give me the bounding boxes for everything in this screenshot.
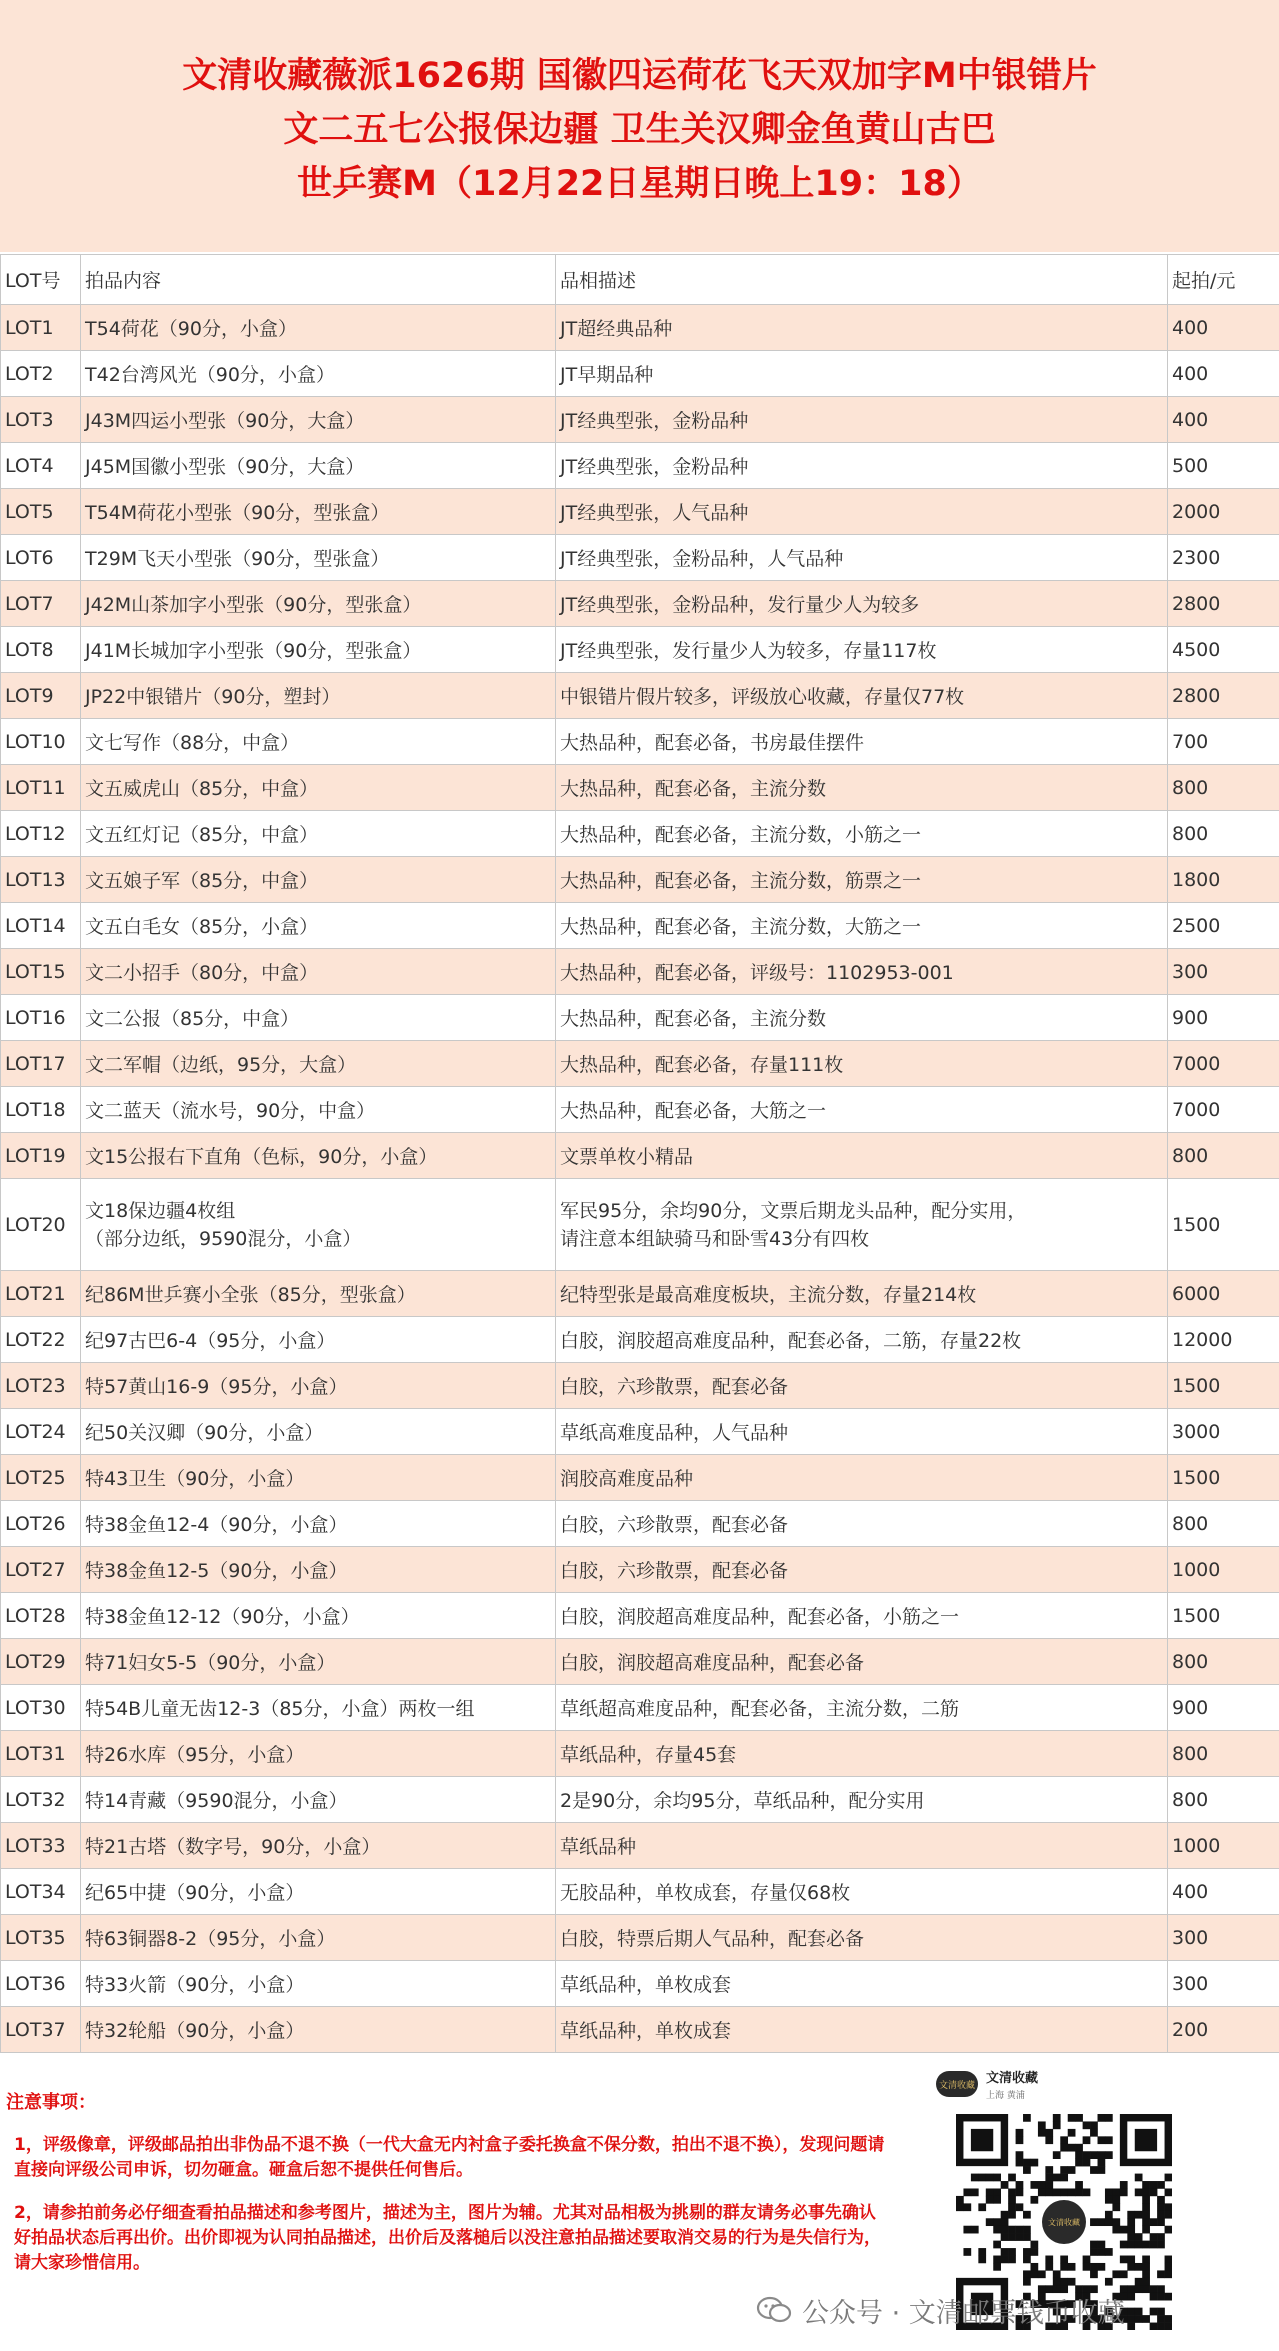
- item-content-cell: T54荷花（90分，小盒）: [81, 305, 556, 351]
- lot-number-cell: LOT18: [1, 1087, 81, 1133]
- qr-brand-row: [936, 2060, 1182, 2108]
- start-price-cell: 400: [1168, 351, 1279, 397]
- lot-number-cell: LOT6: [1, 535, 81, 581]
- notice-section: [6, 2090, 886, 2294]
- condition-cell: JT经典型张，人气品种: [556, 489, 1168, 535]
- lot-number-cell: LOT3: [1, 397, 81, 443]
- item-content-cell: 文五白毛女（85分，小盒）: [81, 903, 556, 949]
- item-content-cell: 特14青藏（9590混分，小盒）: [81, 1777, 556, 1823]
- table-row: [1, 1639, 1279, 1685]
- item-content-cell: T42台湾风光（90分，小盒）: [81, 351, 556, 397]
- lot-number-cell: LOT12: [1, 811, 81, 857]
- lot-number-cell: LOT33: [1, 1823, 81, 1869]
- table-row: [1, 1271, 1279, 1317]
- item-content-cell: [81, 1179, 556, 1271]
- lot-number-cell: LOT25: [1, 1455, 81, 1501]
- start-price-cell: 800: [1168, 1731, 1279, 1777]
- condition-cell: 大热品种，配套必备，评级号：1102953-001: [556, 949, 1168, 995]
- table-row: [1, 305, 1279, 351]
- start-price-cell: 2500: [1168, 903, 1279, 949]
- table-row: [1, 1179, 1279, 1271]
- lot-number-cell: LOT22: [1, 1317, 81, 1363]
- item-content-cell: 文二蓝天（流水号，90分，中盒）: [81, 1087, 556, 1133]
- lot-number-cell: LOT21: [1, 1271, 81, 1317]
- condition-cell: 大热品种，配套必备，主流分数: [556, 995, 1168, 1041]
- condition-cell: 纪特型张是最高难度板块，主流分数，存量214枚: [556, 1271, 1168, 1317]
- start-price-cell: 2800: [1168, 581, 1279, 627]
- item-content-cell: J43M四运小型张（90分，大盒）: [81, 397, 556, 443]
- condition-cell: 大热品种，配套必备，主流分数，大筋之一: [556, 903, 1168, 949]
- start-price-cell: 6000: [1168, 1271, 1279, 1317]
- start-price-cell: 1800: [1168, 857, 1279, 903]
- lot-number-cell: LOT31: [1, 1731, 81, 1777]
- condition-cell: 白胶，润胶超高难度品种，配套必备，小筋之一: [556, 1593, 1168, 1639]
- condition-cell: 白胶，润胶超高难度品种，配套必备，二筋，存量22枚: [556, 1317, 1168, 1363]
- condition-cell: 大热品种，配套必备，存量111枚: [556, 1041, 1168, 1087]
- title-line-2: 文二五七公报保边疆 卫生关汉卿金鱼黄山古巴: [283, 110, 996, 150]
- table-row: [1, 489, 1279, 535]
- item-content-cell: 文二小招手（80分，中盒）: [81, 949, 556, 995]
- start-price-cell: 2300: [1168, 535, 1279, 581]
- item-content-cell: 文五红灯记（85分，中盒）: [81, 811, 556, 857]
- condition-cell: JT早期品种: [556, 351, 1168, 397]
- condition-cell: 白胶，六珍散票，配套必备: [556, 1547, 1168, 1593]
- lot-number-cell: LOT20: [1, 1179, 81, 1271]
- condition-cell: 白胶，润胶超高难度品种，配套必备: [556, 1639, 1168, 1685]
- start-price-cell: 3000: [1168, 1409, 1279, 1455]
- table-row: [1, 1685, 1279, 1731]
- table-row: [1, 1823, 1279, 1869]
- wechat-icon: [756, 2295, 792, 2325]
- table-row: [1, 1915, 1279, 1961]
- column-header-condition: 品相描述: [556, 255, 1168, 305]
- condition-cell: 大热品种，配套必备，主流分数: [556, 765, 1168, 811]
- lot-number-cell: LOT36: [1, 1961, 81, 2007]
- brand-name: 文清收藏: [986, 2071, 1039, 2086]
- condition-cell: 草纸高难度品种，人气品种: [556, 1409, 1168, 1455]
- item-content-cell: 特38金鱼12-12（90分，小盒）: [81, 1593, 556, 1639]
- condition-cell: 大热品种，配套必备，大筋之一: [556, 1087, 1168, 1133]
- lot-number-cell: LOT7: [1, 581, 81, 627]
- start-price-cell: 800: [1168, 765, 1279, 811]
- condition-cell: 草纸品种，单枚成套: [556, 2007, 1168, 2053]
- table-row: [1, 627, 1279, 673]
- item-content-cell: 文二公报（85分，中盒）: [81, 995, 556, 1041]
- item-content-cell: 特71妇女5-5（90分，小盒）: [81, 1639, 556, 1685]
- watermark-text: 公众号 · 文清邮票钱币收藏: [802, 2297, 1125, 2329]
- table-row: [1, 1547, 1279, 1593]
- condition-cell: 草纸品种: [556, 1823, 1168, 1869]
- table-row: [1, 1087, 1279, 1133]
- item-content-cell: 纪86M世乒赛小全张（85分，型张盒）: [81, 1271, 556, 1317]
- table-row: [1, 581, 1279, 627]
- lot-number-cell: LOT27: [1, 1547, 81, 1593]
- start-price-cell: 800: [1168, 1501, 1279, 1547]
- start-price-cell: 1000: [1168, 1823, 1279, 1869]
- start-price-cell: 400: [1168, 305, 1279, 351]
- lot-number-cell: LOT13: [1, 857, 81, 903]
- table-row: [1, 1501, 1279, 1547]
- start-price-cell: 900: [1168, 995, 1279, 1041]
- start-price-cell: 12000: [1168, 1317, 1279, 1363]
- lot-number-cell: LOT8: [1, 627, 81, 673]
- condition-cell: 白胶，六珍散票，配套必备: [556, 1363, 1168, 1409]
- qr-center-logo: 文清收藏: [1048, 2218, 1080, 2227]
- item-content-cell-line-1: 文18保边疆4枚组: [85, 1199, 236, 1222]
- table-row: [1, 397, 1279, 443]
- start-price-cell: 700: [1168, 719, 1279, 765]
- page-header: [0, 0, 1279, 252]
- brand-logo-icon: 文清收藏: [936, 2071, 978, 2097]
- table-row: [1, 1133, 1279, 1179]
- item-content-cell: 特43卫生（90分，小盒）: [81, 1455, 556, 1501]
- table-row: [1, 719, 1279, 765]
- table-row: [1, 903, 1279, 949]
- title-line-1: 文清收藏薇派1626期 国徽四运荷花飞天双加字M中银错片: [182, 56, 1097, 96]
- lot-number-cell: LOT15: [1, 949, 81, 995]
- item-content-cell: T29M飞天小型张（90分，型张盒）: [81, 535, 556, 581]
- auction-lot-table: [0, 254, 1279, 2053]
- start-price-cell: 2800: [1168, 673, 1279, 719]
- item-content-cell: 特38金鱼12-5（90分，小盒）: [81, 1547, 556, 1593]
- start-price-cell: 500: [1168, 443, 1279, 489]
- start-price-cell: 300: [1168, 1961, 1279, 2007]
- item-content-cell: 特38金鱼12-4（90分，小盒）: [81, 1501, 556, 1547]
- item-content-cell-line-2: （部分边纸，9590混分，小盒）: [85, 1227, 362, 1250]
- start-price-cell: 400: [1168, 1869, 1279, 1915]
- item-content-cell: J45M国徽小型张（90分，大盒）: [81, 443, 556, 489]
- condition-cell-line-2: 请注意本组缺骑马和卧雪43分有四枚: [560, 1227, 870, 1250]
- column-header-lot: LOT号: [1, 255, 81, 305]
- item-content-cell: 特33火箭（90分，小盒）: [81, 1961, 556, 2007]
- table-row: [1, 1777, 1279, 1823]
- item-content-cell: 文五威虎山（85分，中盒）: [81, 765, 556, 811]
- condition-cell: 草纸品种，存量45套: [556, 1731, 1168, 1777]
- lot-number-cell: LOT24: [1, 1409, 81, 1455]
- start-price-cell: 7000: [1168, 1087, 1279, 1133]
- lot-number-cell: LOT34: [1, 1869, 81, 1915]
- lot-number-cell: LOT30: [1, 1685, 81, 1731]
- condition-cell: JT经典型张，金粉品种: [556, 443, 1168, 489]
- item-content-cell: JP22中银错片（90分，塑封）: [81, 673, 556, 719]
- item-content-cell: 纪97古巴6-4（95分，小盒）: [81, 1317, 556, 1363]
- condition-cell-line-1: 军民95分，余均90分，文票后期龙头品种，配分实用，: [560, 1199, 1027, 1222]
- lot-number-cell: LOT16: [1, 995, 81, 1041]
- table-row: [1, 535, 1279, 581]
- condition-cell: 大热品种，配套必备，书房最佳摆件: [556, 719, 1168, 765]
- table-row: [1, 1455, 1279, 1501]
- table-row: [1, 949, 1279, 995]
- item-content-cell: T54M荷花小型张（90分，型张盒）: [81, 489, 556, 535]
- condition-cell: JT经典型张，金粉品种，人气品种: [556, 535, 1168, 581]
- lot-number-cell: LOT17: [1, 1041, 81, 1087]
- notice-title: 注意事项：: [6, 2092, 96, 2113]
- lot-number-cell: LOT11: [1, 765, 81, 811]
- item-content-cell: 特57黄山16-9（95分，小盒）: [81, 1363, 556, 1409]
- table-body: [1, 305, 1279, 2053]
- item-content-cell: J41M长城加字小型张（90分，型张盒）: [81, 627, 556, 673]
- condition-cell: 白胶，特票后期人气品种，配套必备: [556, 1915, 1168, 1961]
- start-price-cell: 1500: [1168, 1593, 1279, 1639]
- item-content-cell: 特21古塔（数字号，90分，小盒）: [81, 1823, 556, 1869]
- start-price-cell: 800: [1168, 811, 1279, 857]
- condition-cell: JT超经典品种: [556, 305, 1168, 351]
- lot-number-cell: LOT35: [1, 1915, 81, 1961]
- item-content-cell: 纪50关汉卿（90分，小盒）: [81, 1409, 556, 1455]
- lot-number-cell: LOT5: [1, 489, 81, 535]
- start-price-cell: 400: [1168, 397, 1279, 443]
- lot-number-cell: LOT2: [1, 351, 81, 397]
- table-row: [1, 995, 1279, 1041]
- lot-number-cell: LOT10: [1, 719, 81, 765]
- table-row: [1, 673, 1279, 719]
- condition-cell: JT经典型张，金粉品种，发行量少人为较多: [556, 581, 1168, 627]
- table-row: [1, 1041, 1279, 1087]
- lot-number-cell: LOT23: [1, 1363, 81, 1409]
- column-header-start-price: 起拍/元: [1168, 255, 1279, 305]
- start-price-cell: 900: [1168, 1685, 1279, 1731]
- item-content-cell: 特63铜器8-2（95分，小盒）: [81, 1915, 556, 1961]
- lot-number-cell: LOT19: [1, 1133, 81, 1179]
- condition-cell: 草纸品种，单枚成套: [556, 1961, 1168, 2007]
- table-row: [1, 1869, 1279, 1915]
- table-row: [1, 1961, 1279, 2007]
- item-content-cell: 特54B儿童无齿12-3（85分，小盒）两枚一组: [81, 1685, 556, 1731]
- item-content-cell: 文15公报右下直角（色标，90分，小盒）: [81, 1133, 556, 1179]
- condition-cell: 草纸超高难度品种，配套必备，主流分数，二筋: [556, 1685, 1168, 1731]
- table-header-row: [1, 255, 1279, 305]
- item-content-cell: 文七写作（88分，中盒）: [81, 719, 556, 765]
- condition-cell: 大热品种，配套必备，主流分数，小筋之一: [556, 811, 1168, 857]
- column-header-item: 拍品内容: [81, 255, 556, 305]
- condition-cell: JT经典型张，金粉品种: [556, 397, 1168, 443]
- start-price-cell: 1000: [1168, 1547, 1279, 1593]
- notice-item-1: 1，评级像章，评级邮品拍出非伪品不退不换（一代大盒无内衬盒子委托换盒不保分数，拍出不退不换），发现问题请直接向评级公司申诉，切勿砸盒。砸盒后恕不提供任何售后。: [14, 2135, 885, 2180]
- table-row: [1, 443, 1279, 489]
- start-price-cell: 800: [1168, 1639, 1279, 1685]
- lot-number-cell: LOT37: [1, 2007, 81, 2053]
- start-price-cell: 1500: [1168, 1455, 1279, 1501]
- start-price-cell: 800: [1168, 1133, 1279, 1179]
- lot-number-cell: LOT9: [1, 673, 81, 719]
- table-row: [1, 1363, 1279, 1409]
- wechat-watermark: [756, 2290, 1256, 2330]
- table-row: [1, 351, 1279, 397]
- condition-cell: 白胶，六珍散票，配套必备: [556, 1501, 1168, 1547]
- table-row: [1, 1593, 1279, 1639]
- start-price-cell: 800: [1168, 1777, 1279, 1823]
- start-price-cell: 4500: [1168, 627, 1279, 673]
- lot-number-cell: LOT29: [1, 1639, 81, 1685]
- lot-number-cell: LOT28: [1, 1593, 81, 1639]
- table-row: [1, 1409, 1279, 1455]
- condition-cell: 润胶高难度品种: [556, 1455, 1168, 1501]
- item-content-cell: 纪65中捷（90分，小盒）: [81, 1869, 556, 1915]
- item-content-cell: 特32轮船（90分，小盒）: [81, 2007, 556, 2053]
- lot-number-cell: LOT14: [1, 903, 81, 949]
- item-content-cell: 文二军帽（边纸，95分，大盒）: [81, 1041, 556, 1087]
- item-content-cell: 文五娘子军（85分，中盒）: [81, 857, 556, 903]
- lot-number-cell: LOT4: [1, 443, 81, 489]
- table-row: [1, 2007, 1279, 2053]
- item-content-cell: 特26水库（95分，小盒）: [81, 1731, 556, 1777]
- lot-number-cell: LOT1: [1, 305, 81, 351]
- table-row: [1, 857, 1279, 903]
- table-row: [1, 1317, 1279, 1363]
- condition-cell: 2是90分，余均95分，草纸品种，配分实用: [556, 1777, 1168, 1823]
- brand-location: 上海 黄浦: [986, 2091, 1025, 2101]
- notice-item-2: 2，请参拍前务必仔细查看拍品描述和参考图片，描述为主，图片为辅。尤其对品相极为挑剔的群友请务必事先确认好拍品状态后再出价。出价即视为认同拍品描述，出价后及落槌后以没注意拍品描述要取消交易的行为是失信行为，请大家珍惜信用。: [14, 2203, 881, 2273]
- condition-cell: [556, 1179, 1168, 1271]
- condition-cell: 文票单枚小精品: [556, 1133, 1168, 1179]
- start-price-cell: 2000: [1168, 489, 1279, 535]
- condition-cell: JT经典型张，发行量少人为较多，存量117枚: [556, 627, 1168, 673]
- qr-code-card: [936, 2060, 1182, 2280]
- condition-cell: 中银错片假片较多，评级放心收藏，存量仅77枚: [556, 673, 1168, 719]
- table-row: [1, 765, 1279, 811]
- item-content-cell: J42M山茶加字小型张（90分，型张盒）: [81, 581, 556, 627]
- condition-cell: 无胶品种，单枚成套，存量仅68枚: [556, 1869, 1168, 1915]
- start-price-cell: 300: [1168, 1915, 1279, 1961]
- table-row: [1, 811, 1279, 857]
- lot-number-cell: LOT26: [1, 1501, 81, 1547]
- condition-cell: 大热品种，配套必备，主流分数，筋票之一: [556, 857, 1168, 903]
- start-price-cell: 300: [1168, 949, 1279, 995]
- start-price-cell: 1500: [1168, 1179, 1279, 1271]
- lot-number-cell: LOT32: [1, 1777, 81, 1823]
- start-price-cell: 200: [1168, 2007, 1279, 2053]
- start-price-cell: 1500: [1168, 1363, 1279, 1409]
- table-row: [1, 1731, 1279, 1777]
- title-line-3: 世乒赛M（12月22日星期日晚上19：18）: [297, 164, 982, 204]
- start-price-cell: 7000: [1168, 1041, 1279, 1087]
